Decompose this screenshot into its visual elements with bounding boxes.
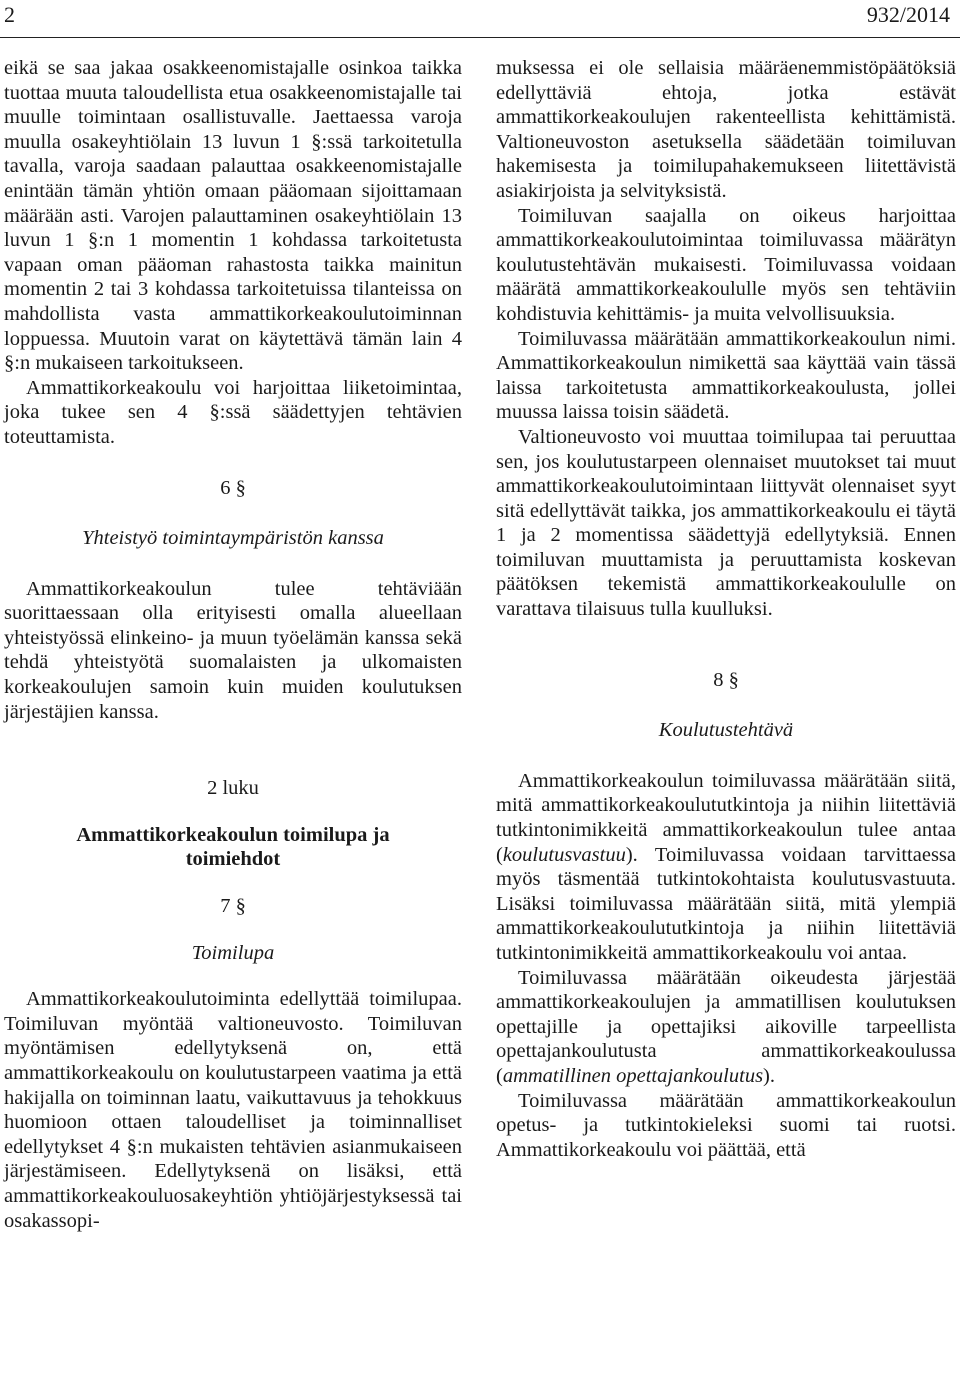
header-rule <box>0 37 960 38</box>
defined-term: koulutusvastuu <box>502 843 626 866</box>
right-column <box>496 56 956 1162</box>
paragraph: Toimiluvassa määrätään ammattikorkeakoulun nimi. Ammattikorkeakoulun nimikettä saa käyttää vain tässä laissa tarkoitetusta ammattikorkeakoulusta, jollei muussa laissa toisin säädetä. <box>496 327 956 424</box>
paragraph: Ammattikorkeakoulutoiminta edellyttää toimilupaa. Toimiluvan myöntää valtioneuvosto. Toimiluvan myöntämisen edellytyksenä on, että ammattikorkeakoulu on koulutustarpeen vaatima ja että hakijalla on toiminnan laatu, vaikuttavuus ja tehokkuus huomioon ottaen taloudelliset ja toiminnalliset edellytykset 4 §:n mukaisten tehtävien asianmukaiseen järjestämiseen. Edellytyksenä on lisäksi, että ammattikorkeakouluosakeyhtiön yhtiöjärjestyksessä tai osakassopi- <box>4 988 462 1232</box>
paragraph: Toimiluvassa määrätään oikeudesta järjestää ammattikorkeakoulujen ja ammatillisen koulutuksen opettajille ja opettajiksi aikoville tarpeellista opettajankoulutusta ammattikorkeakoulussa (ammatillinen opettajankoulutus). <box>496 966 956 1087</box>
statute-reference: 932/2014 <box>866 2 950 27</box>
defined-term: ammatillinen opettajankoulutus <box>502 1064 764 1087</box>
paragraph: Toimiluvassa määrätään ammattikorkeakoulun opetus- ja tutkintokieleksi suomi tai ruotsi. Ammattikorkeakoulu voi päättää, että <box>496 1089 956 1161</box>
paragraph: Ammattikorkeakoulu voi harjoittaa liiketoimintaa, joka tukee sen 4 §:ssä säädettyjen tehtävien toteuttamista. <box>4 376 462 448</box>
section-title: Toimilupa <box>191 941 275 964</box>
section-number: 6 § <box>220 476 246 499</box>
section-number: 8 § <box>713 668 739 691</box>
paragraph: Valtioneuvosto voi muuttaa toimilupaa tai peruuttaa sen, jos koulutustarpeen olennaiset muutokset tai muut ammattikorkeakoulutoimintaan liittyvät olennaiset syyt sitä edellyttävät taikka, jos ammattikorkeakoulu ei täytä 1 ja 2 momentissa säädettyjä edellytyksiä. Ennen toimiluvan muuttamista ja peruuttamista koskevan päätöksen tekemistä ammattikorkeakoululle on varattava tilaisuus tulla kuulluksi. <box>496 425 956 621</box>
paragraph: Toimiluvan saajalla on oikeus harjoittaa ammattikorkeakoulutoimintaa toimiluvassa määrätyn koulutustehtävän mukaisesti. Toimiluvassa voidaan määrätä ammattikorkeakoululle myös sen tehtäviin kohdistuvia kehittämis- ja muita velvollisuuksia. <box>496 204 956 325</box>
left-column <box>4 56 462 1233</box>
page-header <box>0 0 960 36</box>
paragraph: Ammattikorkeakoulun toimiluvassa määrätään siitä, mitä ammattikorkeakoulututkintoja ja niihin liitettäviä tutkintonimikkeitä ammattikorkeakoulun tulee antaa (koulutusvastuu). Toimiluvassa voidaan tarvittaessa myös täsmentää tutkintokohtaista koulutusvastuuta. Lisäksi toimiluvassa määrätään siitä, mitä ylempiä ammattikorkeakoulututkintoja ja niihin liitettäviä tutkintonimikkeitä ammattikorkeakoulu voi antaa. <box>496 769 956 964</box>
section-title: Koulutustehtävä <box>658 719 794 742</box>
chapter-title: Ammattikorkeakoulun toimilupa ja toimiehdot <box>76 823 390 871</box>
section-title: Yhteistyö toimintaympäristön kanssa <box>82 527 384 550</box>
page-number: 2 <box>4 2 15 27</box>
paragraph: muksessa ei ole sellaisia määräenemmistöpäätöksiä edellyttäviä ehtoja, jotka estävät ammattikorkeakoulujen rakenteellista kehittämistä. Valtioneuvoston asetuksella säädetään toimiluvan hakemisesta ja toimilupahakemukseen liitettävistä asiakirjoista ja selvityksistä. <box>496 57 956 202</box>
paragraph: Ammattikorkeakoulun tulee tehtäviään suorittaessaan olla erityisesti omalla alueellaan yhteistyössä elinkeino- ja muun työelämän kanssa sekä tehdä yhteistyötä suomalaisten ja ulkomaisten korkeakoulujen samoin kuin muiden koulutuksen järjestäjien kanssa. <box>4 577 462 723</box>
section-number: 7 § <box>220 895 246 918</box>
chapter-label: 2 luku <box>207 777 259 800</box>
paragraph: eikä se saa jakaa osakkeenomistajalle osinkoa taikka tuottaa muuta taloudellista etua osakkeenomistajalle tai muulle toimintaan osallistuvalle. Jaettaessa varoja muulla osakeyhtiölain 13 luvun 1 §:ssä tarkoitetulla tavalla, varoja saadaan palauttaa osakkeenomistajalle enintään tämän yhtiön omaan pääomaan sijoittamaan määrään asti. Varojen palauttaminen osakeyhtiölain 13 luvun 1 §:n 1 momentin 1 kohdassa tarkoitetusta vapaan oman pääoman rahastosta taikka mainitun momentin 2 tai 3 kohdassa tarkoitetuissa tilanteissa on mahdollista vasta ammattikorkeakoulutoiminnan loppuessa. Muutoin varat on käytettävä tämän lain 4 §:n mukaiseen tarkoitukseen. <box>4 57 462 375</box>
